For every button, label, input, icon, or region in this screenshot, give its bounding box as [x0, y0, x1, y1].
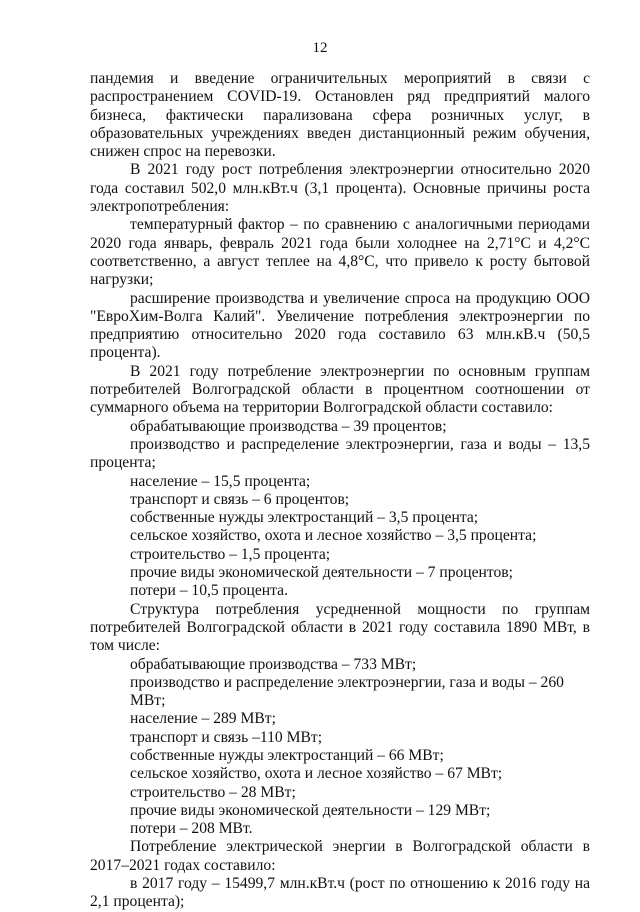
share-item: производство и распределение электроэнергии, газа и воды – 13,5 процента; — [90, 435, 590, 472]
paragraph-consumer-groups: В 2021 году потребление электроэнергии по основным группам потребителей Волгоградской области в процентном соотношении от суммарного объема на территории Волгоградской области составило: — [90, 362, 590, 417]
paragraph-consumption-2017-2021: Потребление электрической энергии в Волгоградской области в 2017–2021 годах составило: — [90, 838, 590, 874]
power-item: обрабатывающие производства – 733 МВт; — [130, 655, 417, 673]
power-item: сельское хозяйство, охота и лесное хозяйство – 67 МВт; — [130, 765, 503, 783]
power-item: транспорт и связь –110 МВт; — [130, 728, 323, 746]
power-item: производство и распределение электроэнергии, газа и воды – 260 МВт; — [130, 673, 564, 710]
paragraph-power-structure: Структура потребления усредненной мощности по группам потребителей Волгоградской области в 2021 году составила 1890 МВт, в том числе: — [90, 600, 590, 655]
power-item: потери – 208 МВт. — [130, 820, 253, 838]
power-item: прочие виды экономической деятельности – 129 МВт; — [130, 801, 491, 819]
share-item: собственные нужды электростанций – 3,5 процента; — [130, 509, 479, 527]
share-item: обрабатывающие производства – 39 процентов; — [130, 417, 447, 435]
paragraph-production-expansion: расширение производства и увеличение спроса на продукцию ООО "ЕвроХим-Волга Калий". Увеличение потребления электроэнергии по предприятию относительно 2020 года составило 63 млн.кВ.ч (50,5 процента). — [90, 289, 590, 362]
share-item: потери – 10,5 процента. — [130, 582, 288, 600]
document-body — [90, 70, 590, 912]
share-item: население – 15,5 процента; — [130, 472, 311, 490]
page-number: 12 — [312, 40, 328, 56]
power-item: строительство – 28 МВт; — [130, 783, 296, 801]
paragraph-consumption-2017: в 2017 году – 15499,7 млн.кВт.ч (рост по отношению к 2016 году на 2,1 процента); — [90, 875, 590, 911]
paragraph-temperature-factor: температурный фактор – по сравнению с аналогичными периодами 2020 года январь, февраль 2021 года были холоднее на 2,71°С и 4,2°С соответственно, а август теплее на 4,8°С, что привело к росту бытовой нагрузки; — [90, 216, 590, 289]
power-item: собственные нужды электростанций – 66 МВт; — [130, 746, 444, 764]
paragraph-growth-2021: В 2021 году рост потребления электроэнергии относительно 2020 года составил 502,0 млн.кВт.ч (3,1 процента). Основные причины роста электропотребления: — [90, 161, 590, 216]
share-item: строительство – 1,5 процента; — [130, 545, 331, 563]
share-item: прочие виды экономической деятельности – 7 процентов; — [130, 564, 513, 582]
paragraph-covid: пандемия и введение ограничительных мероприятий в связи с распространением COVID-19. Остановлен ряд предприятий малого бизнеса, фактически парализована сфера розничных услуг, в образовательных учреждениях введен дистанционный режим обучения, снижен спрос на перевозки. — [90, 70, 590, 161]
power-item: население – 289 МВт; — [130, 710, 276, 728]
share-item: транспорт и связь – 6 процентов; — [130, 490, 350, 508]
share-item: сельское хозяйство, охота и лесное хозяйство – 3,5 процента; — [130, 527, 537, 545]
